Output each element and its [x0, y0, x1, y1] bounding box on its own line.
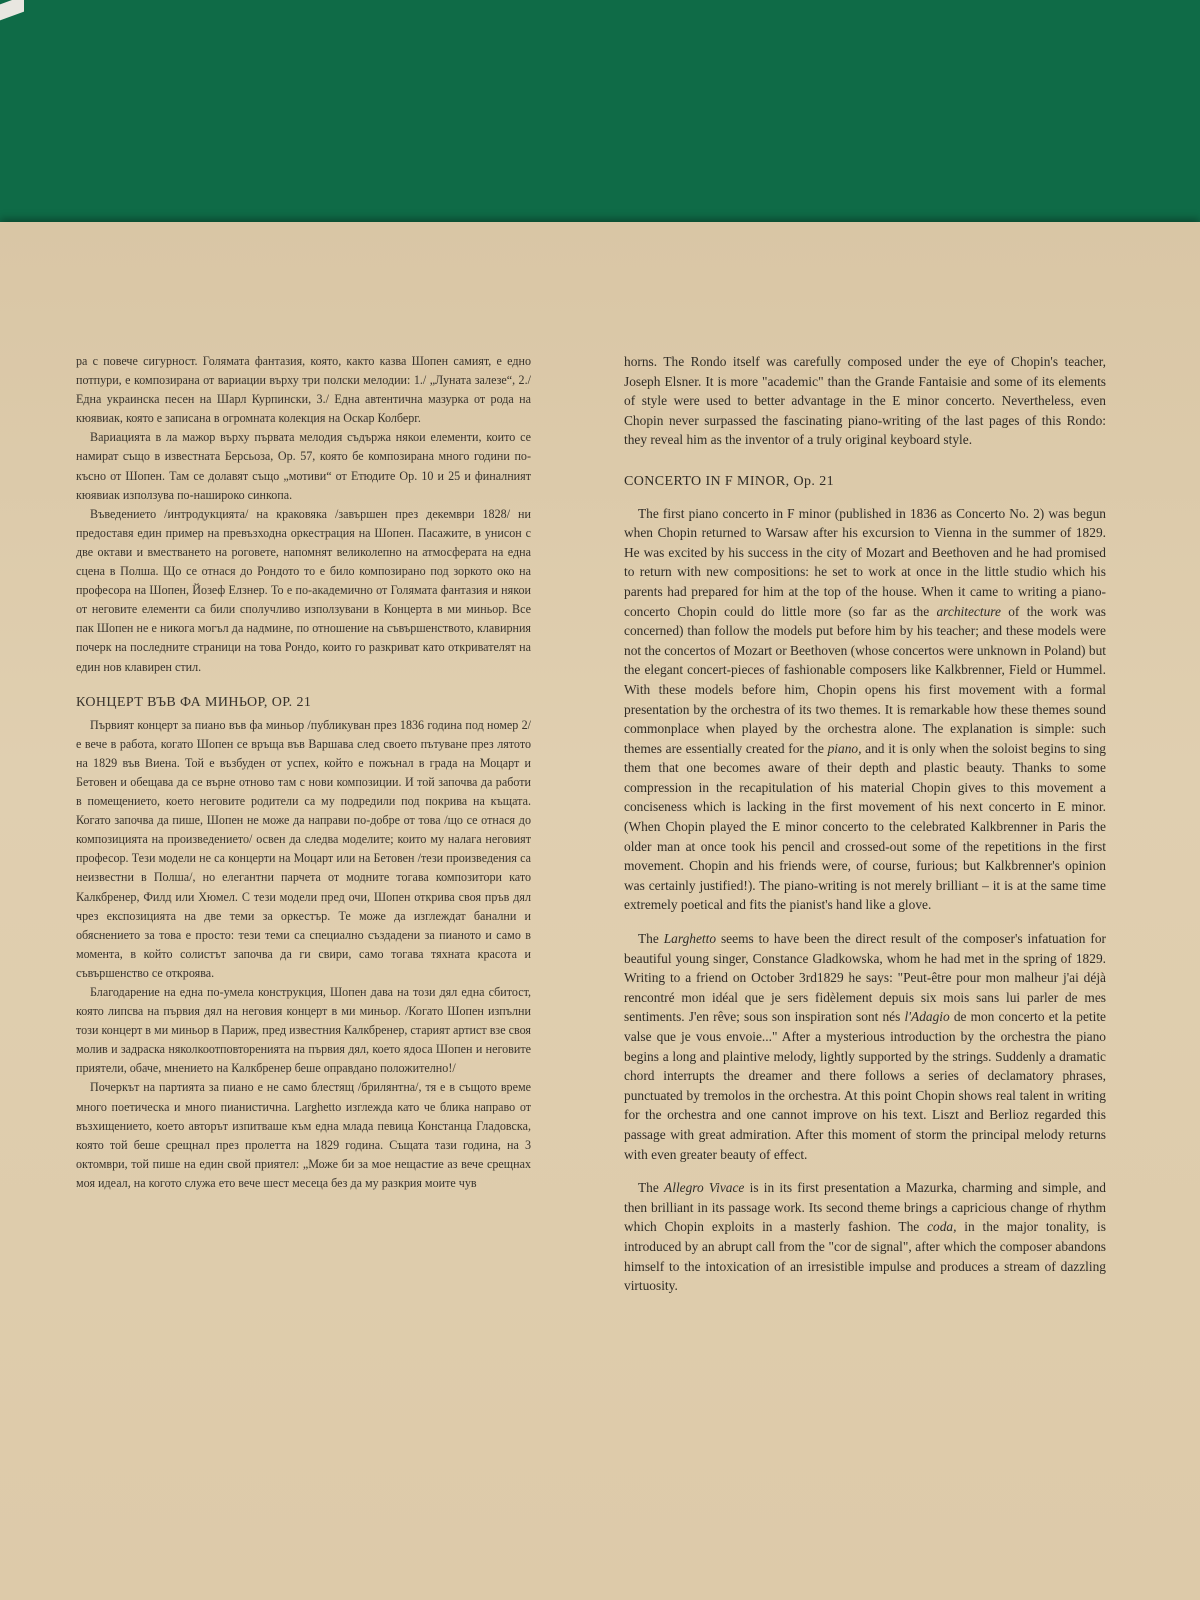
bg-paragraph-3: Въведението /интродукцията/ на краковяка /завършен през декември 1828/ ни предоставя един пример на превъзходна оркестрация на Шопен. Пасажите, в унисон с две октави и вместването на роговете, напомнят великолепно на атмосферата на една сцена в Полша. Що се отнася до Рондото то е било композирано под зоркото око на професора на Шопен, Йозеф Елзнер. То е по-академично от Голямата фантазия и някои от неговите елементи са били сполучливо използувани в Концерта в ми миньор. Все пак Шопен не е никога могъл да надмине, по отношение на съвършенството, клавирния почерк на последните страници на това Рондо, които го разкриват като откривателят на един нов клавирен стил.: [76, 506, 531, 674]
en-p2-text-c: and it is only when the soloist begins to sing them that one becomes aware of their depth and plastic beauty. Thanks to some compression in the recapitulation of his material Chopin gives to this movement a conciseness which is lacking in the first movement of his next concerto in E minor. (When Chopin played the E minor concerto to the celebrated Kalkbrenner in Paris the older man at once took his pencil and crossed-out some of the repetitions in the first movement. Chopin and his friends were, of course, furious; but Kalkbrenner's opinion was certainly justified!). The piano-writing is not merely brilliant – it is at the same time extremely poetical and fits the pianist's hand like a glove.: [624, 740, 1106, 913]
en-p2-text-b: of the work was concerned) than follow the models put before him by his teacher; and these models were not the concertos of Mozart or Beethoven (whose concertos were unknown in Poland) but the elegant concert-pieces of fashionable composers like Kalkbrenner, Field or Hummel. With these models before him, Chopin opens his first movement with a formal presentation by the orchestra of its two themes. It is remarkable how these themes sound commonplace when played by the orchestra alone. The explanation is simple: such themes are essentially created for the: [624, 603, 1106, 756]
en-p3-text-c: de mon concerto et la petite valse que je vous envoie..." After a mysterious introduction by the orchestra the piano begins a long and plaintive melody, lightly supported by the strings. Suddenly a dramatic chord interrupts the dreamer and there follows a series of declamatory phrases, punctuated by tremolos in the orchestra. At this point Chopin shows real talent in writing for the orchestra and one cannot improve on his text. Liszt and Berlioz regarded this passage with great admiration. After this moment of storm the principal melody returns with even greater beauty of effect.: [624, 1009, 1107, 1162]
en-paragraph-4: [624, 1178, 1106, 1296]
en-section-heading: CONCERTO IN F MINOR, Op. 21: [624, 473, 834, 489]
bg-section-heading: КОНЦЕРТ ВЪВ ФА МИНЬОР, ОР. 21: [76, 694, 312, 710]
bg-paragraph-5: Благодарение на една по-умела конструкция, Шопен дава на този дял една сбитост, която липсва на първия дял на неговия концерт в ми миньор. /Когато Шопен изпълни този концерт в ми миньор в Париж, пред известния Калкбренер, старият артист взе своя молив и задраска няколкоотповторенията на първия дял, което ядоса Шопен и неговите приятели, обаче, мнението на Калкбренер беше оправдано положително!/: [76, 985, 531, 1076]
en-p3-emphasis-larghetto: Larghetto: [663, 931, 717, 947]
en-p2-emphasis-piano: piano,: [827, 740, 862, 756]
en-paragraph-3: [624, 929, 1106, 1164]
bg-paragraph-2: Вариацията в ла мажор върху първата мелодия съдържа някои елементи, които се намират също в известната Берсьоза, Ор. 57, която бе композирана много години по-късно от Шопен. Там се долавят също „мотиви“ от Етюдите Ор. 10 и 25 и финалният кюявиак използува по-нашироко синкопа.: [76, 430, 531, 502]
en-p3-emphasis-adagio: l'Adagio: [904, 1009, 950, 1025]
en-p4-text-b: is in its first presentation a Mazurka, charming and simple, and then brilliant in its passage work. Its second theme brings a capricious change of rhythm which Chopin exploits in a masterly fashion. The: [624, 1180, 1106, 1235]
en-paragraph-2: [624, 504, 1106, 915]
en-paragraph-1: horns. The Rondo itself was carefully composed under the eye of Chopin's teacher, Joseph Elsner. It is more "academic" than the Grande Fantaisie and some of its elements of style were used to better advantage in the E minor concerto. Nevertheless, even Chopin never surpassed the fascinating piano-writing of the last pages of this Rondo: they reveal him as the inventor of a truly original keyboard style.: [624, 354, 1106, 448]
paper-corner: [0, 0, 24, 20]
en-p4-emphasis-coda: coda,: [927, 1219, 957, 1235]
english-column: [624, 352, 1106, 1296]
bg-paragraph-4: Първият концерт за пиано във фа миньор /публикуван през 1836 година под номер 2/ е вече в работа, когато Шопен се връща във Варшава след своето пътуване през лятото на 1829 във Виена. Той е възбуден от успех, който е пожънал в града на Моцарт и Бетовен и обещава да се върне отново там с нови композиции. И той започва да работи в помещението, което неговите родители са му подредили под покрива на къщата. Когато започва да пише, Шопен не може да направи по-добре от това /що се отнася до композицията на произведението/ освен да следва моделите; които му налага неговият професор. Тези модели не са концерти на Моцарт или на Бетовен /тези произведения са неизвестни в Полша/, но елегантни парчета от модните тогава композитори като Калкбренер, Филд или Хюмел. С тези модели пред очи, Шопен открива своя пръв дял чрез експозицията на две теми за оркестър. Те може да изглеждат банални и обяснението за това е просто: тези теми са специално създадени за пианото и само в момента, в който солистът започва да ги свири, само тогава тяхната красота и съвършенство се откроява.: [76, 717, 531, 980]
en-p4-text-a: The: [638, 1180, 665, 1196]
en-p4-emphasis-allegro: Allegro Vivace: [664, 1180, 745, 1196]
en-p4-text-c: in the major tonality, is introduced by an abrupt call from the "cor de signal", after which the composer abandons himself to the intoxication of an irresistible impulse and produces a stream of dazzling virtuosity.: [624, 1219, 1106, 1294]
bg-paragraph-6: Почеркът на партията за пиано е не само блестящ /брилянтна/, тя е в същото време много поетическа и много пианистична. Larghetto изглежда като че блика направо от възхищението, което авторът изпитваше към една млада певица Констанца Гладовска, която той беше срещнал през пролетта на 1829 година. Същата тази година, на 3 октомври, той пише на един свой приятел: „Може би за мое нещастие аз вече срещнах моя идеал, на когото служа ето вече шест месеца без да му разкрия моите чув: [76, 1080, 531, 1190]
bulgarian-column: [76, 352, 531, 1193]
booklet-page: [0, 222, 1200, 1600]
en-p3-text-b: seems to have been the direct result of the composer's infatuation for beautiful young singer, Constance Gladkowska, whom he had met in the spring of 1829. Writing to a friend on October 3rd1829 he says: "Peut-être pour mon malheur j'ai déjà rencontré mon idéal que je sers fidèlement depuis six mois sans lui parler de mes sentiments. J'en rêve; sous son inspiration sont nés: [624, 931, 1107, 1025]
en-p3-text-a: The: [638, 931, 664, 947]
bg-paragraph-1: ра с повече сигурност. Голямата фантазия, която, както казва Шопен самият, е едно потпури, е композирана от вариации върху три полски мелодии: 1./ „Луната залезе“, 2./ Една украинска песен на Шарл Курпински, 3./ Една автентична мазурка от рода на кюявиак, която е записана в огромната колекция на Оскар Колберг.: [76, 354, 531, 426]
en-p2-emphasis-architecture: architecture: [936, 603, 1001, 619]
en-p2-text-a: The first piano concerto in F minor (published in 1836 as Concerto No. 2) was begun when Chopin returned to Warsaw after his excursion to Vienna in the summer of 1829. He was excited by his success in the city of Mozart and Beethoven and he had promised to return with new compositions: he set to work at once in the little studio which his parents had prepared for him at the top of the house. When it came to writing a piano-concerto Chopin could do little more (so far as the: [624, 505, 1106, 619]
